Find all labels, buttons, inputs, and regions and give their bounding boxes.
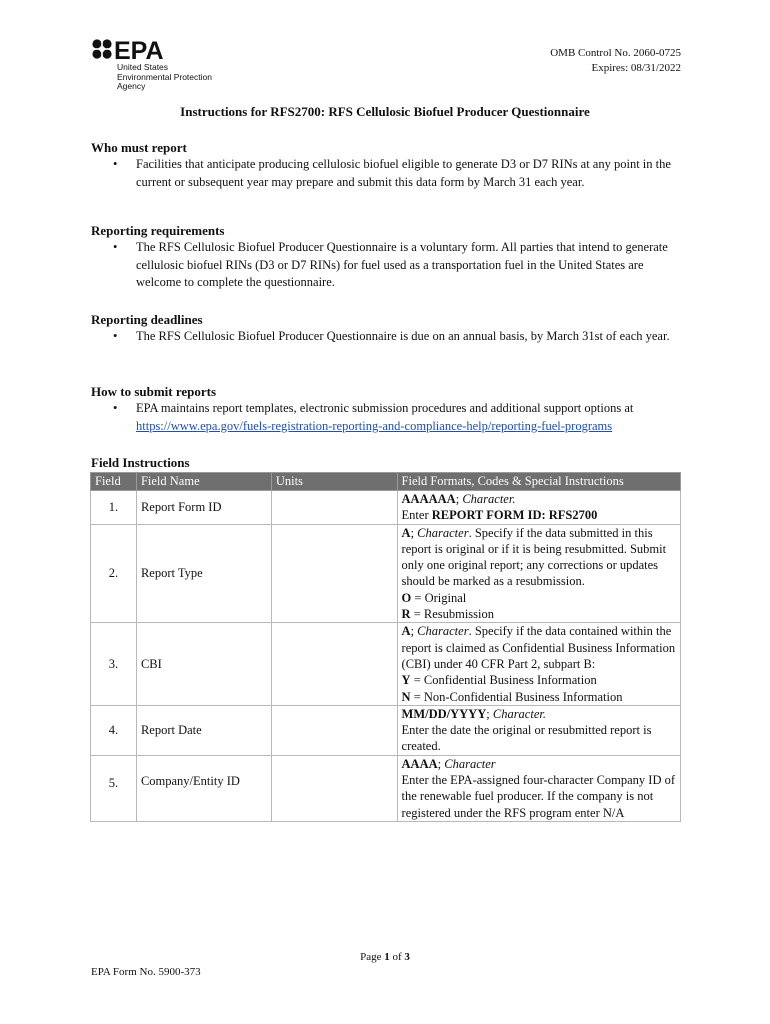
- list-item: [91, 156, 681, 191]
- format-code: AAAA: [401, 756, 438, 771]
- field-units: [271, 705, 397, 755]
- format-line-text: = Non-Confidential Business Information: [410, 689, 623, 704]
- field-number: 1.: [91, 491, 137, 525]
- format-line-text: = Original: [411, 590, 467, 605]
- agency-line: Environmental Protection: [117, 71, 212, 82]
- section-who-must-report: [91, 139, 681, 191]
- field-name: Report Form ID: [136, 491, 271, 525]
- page-of: of: [392, 951, 402, 963]
- field-format: MM/DD/YYYY; Character. Enter the date the original or resubmitted report is created.: [397, 705, 680, 755]
- column-header-formats: Field Formats, Codes & Special Instructions: [397, 473, 680, 491]
- field-units: [271, 623, 397, 705]
- format-description: . Specify if the data contained within the report is claimed as Confidential Business Information (CBI) under 40 CFR Part 2, subpart B:: [401, 624, 676, 671]
- section-heading: Reporting requirements: [91, 223, 225, 238]
- agency-line: United States: [117, 62, 169, 72]
- bullet-icon: •: [113, 240, 118, 254]
- format-line-bold: N: [401, 689, 411, 704]
- field-name: CBI: [136, 623, 271, 705]
- list-item: [91, 400, 681, 435]
- column-header-units: Units: [271, 473, 397, 491]
- format-line-text: Enter the EPA-assigned four-character Company ID of the renewable fuel producer. If the company is not registered under the RFS program enter N/A: [401, 773, 676, 820]
- field-format: A; Character. Specify if the data contained within the report is claimed as Confidential Business Information (CBI) under 40 CFR Part 2, subpart B: Y = Confidential Business Information N = Non-Confidential Business Information: [397, 623, 680, 705]
- bullet-icon: •: [113, 329, 118, 343]
- page-total: 3: [404, 951, 410, 963]
- field-name: Report Date: [136, 705, 271, 755]
- format-code: A: [401, 624, 411, 639]
- page-label: Page: [360, 951, 382, 963]
- field-instructions-heading: Field Instructions: [91, 455, 190, 470]
- section-heading: How to submit reports: [91, 384, 217, 399]
- format-line-bold: R: [401, 607, 411, 622]
- field-number: 4.: [91, 705, 137, 755]
- table-row: [91, 491, 681, 525]
- column-header-field: Field: [91, 473, 137, 491]
- format-line-text: = Resubmission: [410, 607, 495, 622]
- format-type: Character: [444, 756, 496, 771]
- column-header-field-name: Field Name: [136, 473, 271, 491]
- list-item: [91, 328, 681, 346]
- format-code: MM/DD/YYYY: [401, 706, 487, 721]
- format-line-text: Enter: [401, 508, 432, 523]
- format-type: Character.: [462, 492, 516, 506]
- field-number: 2.: [91, 524, 137, 623]
- list-item: [91, 239, 681, 292]
- format-type: Character: [417, 624, 469, 639]
- field-instructions-table: [90, 472, 681, 822]
- document-title: Instructions for RFS2700: RFS Cellulosic Biofuel Producer Questionnaire: [180, 104, 590, 119]
- section-heading: Who must report: [91, 140, 187, 155]
- format-code: AAAAAA: [401, 492, 456, 506]
- format-type: Character.: [492, 706, 546, 721]
- field-format: AAAA; Character Enter the EPA-assigned four-character Company ID of the renewable fuel producer. If the company is not registered under the RFS program enter N/A: [397, 755, 680, 821]
- field-number: 5.: [91, 755, 137, 821]
- format-line-bold: REPORT FORM ID: RFS2700: [431, 508, 598, 523]
- section-reporting-requirements: [91, 222, 681, 292]
- table-row: [91, 705, 681, 755]
- bullet-icon: •: [113, 401, 118, 415]
- format-line-bold: O: [401, 590, 412, 605]
- agency-line: Agency: [117, 81, 146, 91]
- page-number: [0, 951, 770, 963]
- format-line-text: Enter the date the original or resubmitted report is created.: [401, 723, 652, 754]
- agency-name: [117, 63, 212, 92]
- field-number: 3.: [91, 623, 137, 705]
- bullet-text: The RFS Cellulosic Biofuel Producer Questionnaire is a voluntary form. All parties that intend to generate cellulosic biofuel RINs (D3 or D7 RINs) for fuel used as a transportation fuel in the United States are welcome to complete the questionnaire.: [136, 240, 668, 289]
- table-header-row: [91, 473, 681, 491]
- field-name: Company/Entity ID: [136, 755, 271, 821]
- field-units: [271, 491, 397, 525]
- bullet-text: The RFS Cellulosic Biofuel Producer Questionnaire is due on an annual basis, by March 31st of each year.: [136, 329, 670, 343]
- format-type: Character: [417, 525, 469, 540]
- bullet-text: EPA maintains report templates, electronic submission procedures and additional support options at: [136, 401, 634, 415]
- format-description: . Specify if the data submitted in this report is original or if it is being resubmitted. Submit only one original report; any corrections or updates should be marked as a resubmission.: [401, 525, 667, 589]
- section-reporting-deadlines: [91, 311, 681, 346]
- field-format: AAAAAA; Character. Enter REPORT FORM ID: RFS2700: [397, 491, 680, 525]
- bullet-text: Facilities that anticipate producing cellulosic biofuel eligible to generate D3 or D7 RINs at any point in the current or subsequent year may prepare and submit this data form by March 31 each year.: [136, 157, 671, 189]
- form-number: EPA Form No. 5900-373: [91, 966, 201, 978]
- field-units: [271, 755, 397, 821]
- omb-info: [550, 46, 681, 76]
- epa-flower-icon: [91, 38, 173, 64]
- table-row: [91, 623, 681, 705]
- omb-control-number: OMB Control No. 2060-0725: [550, 47, 681, 59]
- section-heading: Reporting deadlines: [91, 312, 203, 327]
- omb-expiration: Expires: 08/31/2022: [591, 62, 681, 74]
- format-line-text: = Confidential Business Information: [410, 673, 597, 688]
- page-current: 1: [384, 951, 390, 963]
- bullet-icon: •: [113, 157, 118, 171]
- field-units: [271, 524, 397, 623]
- format-code: A: [401, 525, 411, 540]
- format-line-bold: Y: [401, 673, 411, 688]
- epa-logo: [91, 38, 231, 90]
- field-format: A; Character. Specify if the data submitted in this report is original or if it is being resubmitted. Submit only one original report; any corrections or updates should be marked as a resubmission. O = Original R = Resubmission: [397, 524, 680, 623]
- table-row: [91, 755, 681, 821]
- section-how-to-submit: [91, 383, 681, 435]
- epa-wordmark: EPA: [114, 38, 164, 64]
- field-name: Report Type: [136, 524, 271, 623]
- reporting-programs-link[interactable]: https://www.epa.gov/fuels-registration-reporting-and-compliance-help/reporting-fuel-programs: [136, 418, 613, 433]
- table-row: [91, 524, 681, 623]
